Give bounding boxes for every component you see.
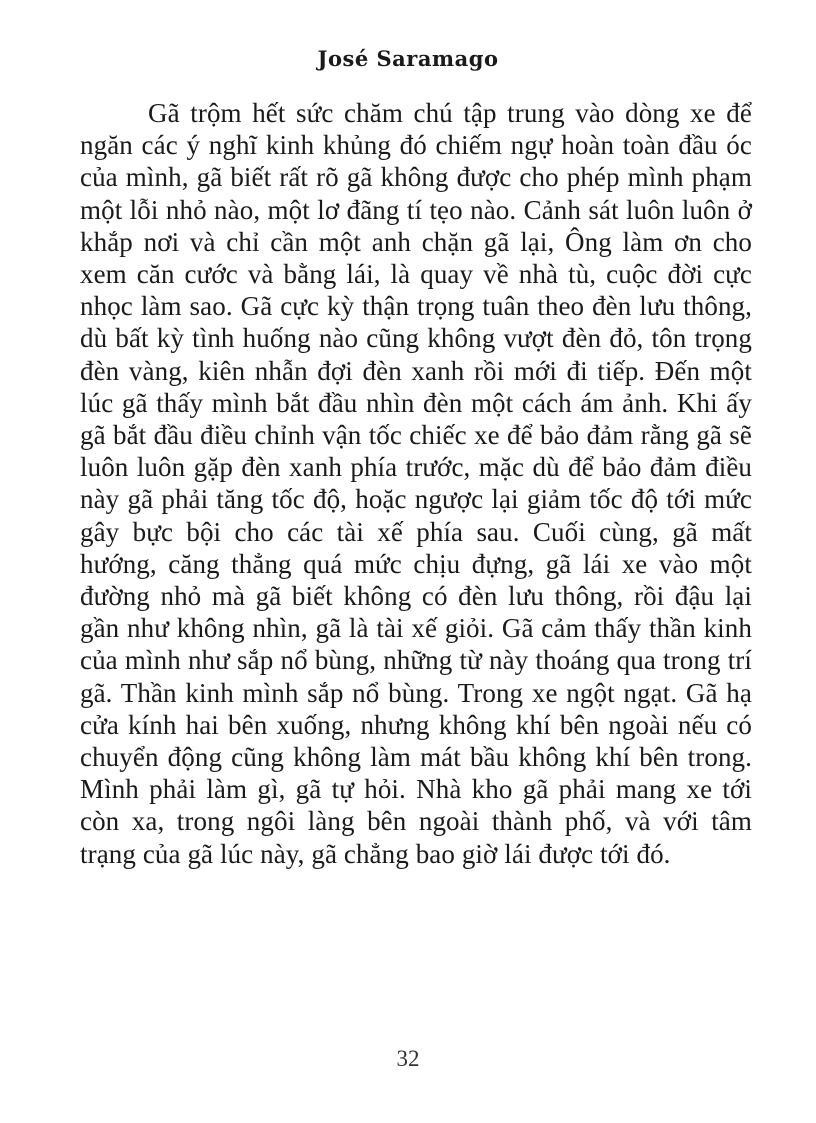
body-paragraph: Gã trộm hết sức chăm chú tập trung vào dòng xe để ngăn các ý nghĩ kinh khủng đó chiếm ngự hoàn toàn đầu óc của mình, gã biết rất rõ gã không được cho phép mình phạm một lỗi nhỏ nào, một lơ đãng tí tẹo nào. Cảnh sát luôn luôn ở khắp nơi và chỉ cần một anh chặn gã lại, Ông làm ơn cho xem căn cước và bằng lái, là quay về nhà tù, cuộc đời cực nhọc làm sao. Gã cực kỳ thận trọng tuân theo đèn lưu thông, dù bất kỳ tình huống nào cũng không vượt đèn đỏ, tôn trọng đèn vàng, kiên nhẫn đợi đèn xanh rồi mới đi tiếp. Đến một lúc gã thấy mình bắt đầu nhìn đèn một cách ám ảnh. Khi ấy gã bắt đầu điều chỉnh vận tốc chiếc xe để bảo đảm rằng gã sẽ luôn luôn gặp đèn xanh phía trước, mặc dù để bảo đảm điều này gã phải tăng tốc độ, hoặc ngược lại giảm tốc độ tới mức gây bực bội cho các tài xế phía sau. Cuối cùng, gã mất hướng, căng thẳng quá mức chịu đựng, gã lái xe vào một đường nhỏ mà gã biết không có đèn lưu thông, rồi đậu lại gần như không nhìn, gã là tài xế giỏi. Gã cảm thấy thần kinh của mình như sắp nổ bùng, những từ này thoáng qua trong trí gã. Thần kinh mình sắp nổ bùng. Trong xe ngột ngạt. Gã hạ cửa kính hai bên xuống, nhưng không khí bên ngoài nếu có chuyển động cũng không làm mát bầu không khí bên trong. Mình phải làm gì, gã tự hỏi. Nhà kho gã phải mang xe tới còn xa, trong ngôi làng bên ngoài thành phố, và với tâm trạng của gã lúc này, gã chẳng bao giờ lái được tới đó. (80, 98, 752, 869)
running-header-author: José Saramago (317, 46, 499, 71)
page-number: 32 (396, 1046, 420, 1071)
